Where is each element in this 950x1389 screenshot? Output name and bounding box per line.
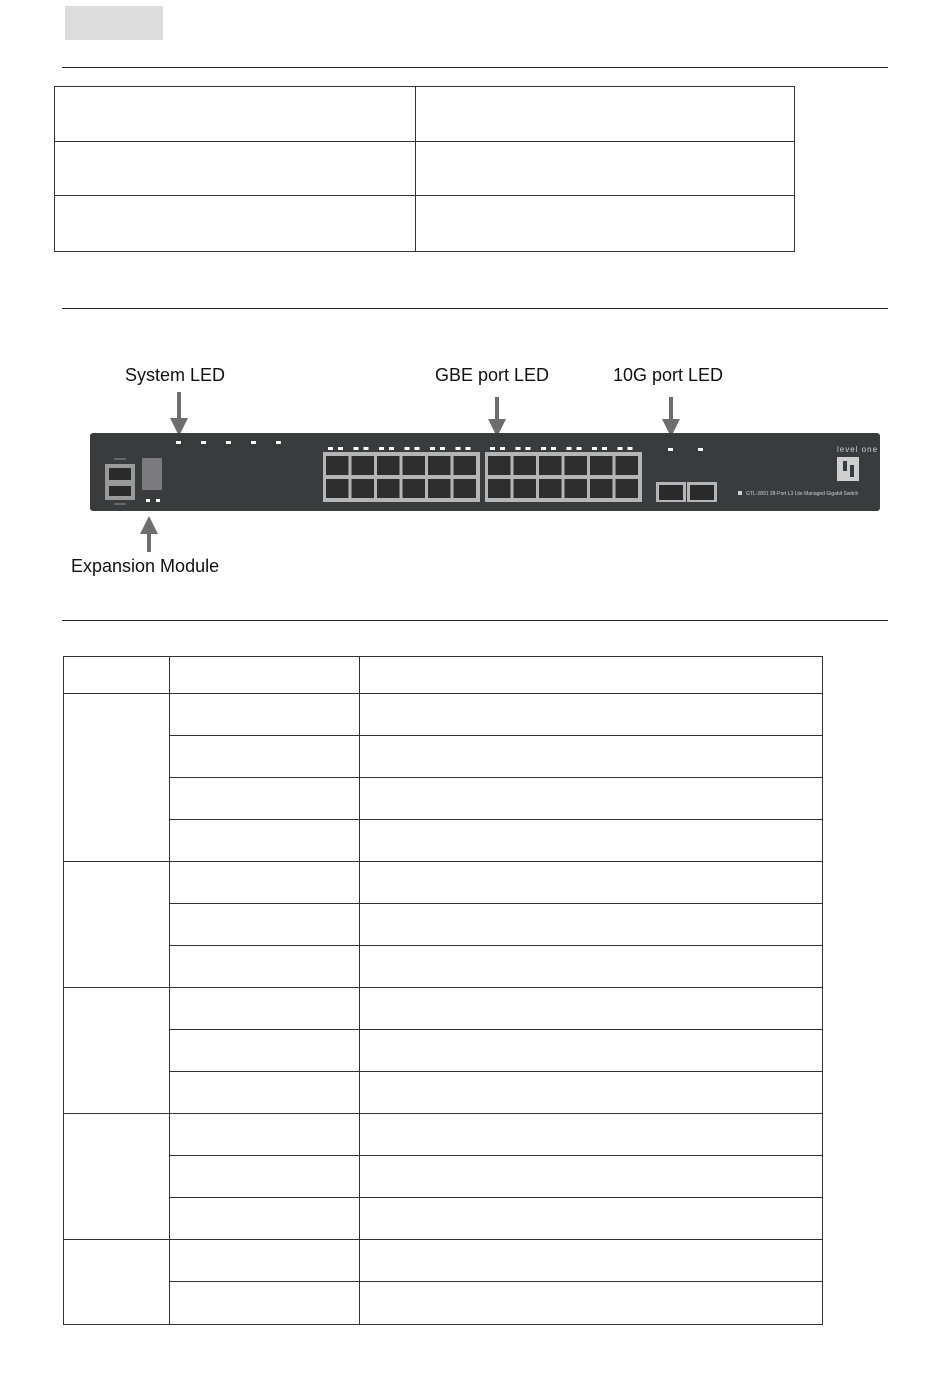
port-led (592, 447, 597, 450)
callout-arrows (0, 0, 950, 620)
rj45-port (377, 479, 400, 498)
console-usb-ports (105, 458, 135, 505)
table-row (64, 1198, 823, 1240)
port-led (490, 447, 495, 450)
model-bullet (738, 491, 742, 495)
rj45-port (616, 456, 639, 475)
status-cell (170, 736, 360, 778)
rj45-port (539, 479, 562, 498)
port-led (456, 447, 461, 450)
table-header-row (64, 657, 823, 694)
header-cell (170, 657, 360, 694)
callout-expansion-module: Expansion Module (71, 556, 220, 576)
status-cell (170, 1114, 360, 1156)
switch-front-panel (90, 433, 880, 511)
port-led (389, 447, 394, 450)
description-cell (360, 1030, 823, 1072)
rj45-port (403, 479, 426, 498)
rj45-port (590, 479, 613, 498)
port-led (602, 447, 607, 450)
table-row (64, 778, 823, 820)
rj45-port (403, 456, 426, 475)
table-row (64, 862, 823, 904)
table-row (64, 1282, 823, 1325)
table-row (64, 988, 823, 1030)
port-led (466, 447, 471, 450)
description-cell (360, 1156, 823, 1198)
arrow-down-icon (662, 397, 680, 437)
led-table (63, 656, 823, 1325)
rj45-port (377, 456, 400, 475)
port-led (440, 447, 445, 450)
rj45-port (454, 456, 477, 475)
rj45-port (616, 479, 639, 498)
table-row (64, 1240, 823, 1282)
table-row (64, 694, 823, 736)
description-cell (360, 1072, 823, 1114)
status-cell (170, 1156, 360, 1198)
status-cell (170, 862, 360, 904)
section-rule (62, 620, 888, 621)
status-cell (170, 946, 360, 988)
rj45-port (539, 456, 562, 475)
status-cell (170, 988, 360, 1030)
rj45-port (565, 479, 588, 498)
svg-text:level one: level one (837, 445, 879, 454)
port-led (354, 447, 359, 450)
port-led (516, 447, 521, 450)
description-cell (360, 862, 823, 904)
port-led (328, 447, 333, 450)
arrow-down-icon (170, 392, 188, 436)
rj45-port (488, 479, 511, 498)
description-cell (360, 988, 823, 1030)
table-row (64, 904, 823, 946)
port-led (577, 447, 582, 450)
description-cell (360, 904, 823, 946)
rj45-port (590, 456, 613, 475)
table-row (64, 820, 823, 862)
port-led (338, 447, 343, 450)
table-row (64, 1156, 823, 1198)
port-led (628, 447, 633, 450)
port-led (500, 447, 505, 450)
group-cell (64, 1240, 170, 1325)
callout-gbe-port-led: GBE port LED (435, 365, 550, 385)
rj45-port (428, 479, 451, 498)
port-led (364, 447, 369, 450)
rj45-port (352, 456, 375, 475)
header-cell (64, 657, 170, 694)
table-row (64, 736, 823, 778)
status-cell (170, 778, 360, 820)
status-cell (170, 820, 360, 862)
group-cell (64, 862, 170, 988)
port-led (430, 447, 435, 450)
port-led (567, 447, 572, 450)
port-led (405, 447, 410, 450)
rj45-port (514, 456, 537, 475)
status-cell (170, 1072, 360, 1114)
description-cell (360, 820, 823, 862)
status-cell (170, 694, 360, 736)
table-row (64, 1114, 823, 1156)
port-led (379, 447, 384, 450)
description-cell (360, 736, 823, 778)
rj45-port (428, 456, 451, 475)
rj45-port (514, 479, 537, 498)
description-cell (360, 1198, 823, 1240)
description-cell (360, 778, 823, 820)
port-led (618, 447, 623, 450)
status-cell (170, 904, 360, 946)
rj45-port (326, 456, 349, 475)
arrow-down-icon (488, 397, 506, 437)
model-label: GTL-2891 28-Port L3 Lite Managed Gigabit Switch (746, 491, 859, 497)
expansion-module-slot (142, 458, 162, 490)
port-led (541, 447, 546, 450)
description-cell (360, 1240, 823, 1282)
port-led (415, 447, 420, 450)
rj45-port (488, 456, 511, 475)
callout-system-led: System LED (125, 365, 226, 385)
rj45-port (565, 456, 588, 475)
group-cell (64, 1114, 170, 1240)
description-cell (360, 1114, 823, 1156)
table-row (64, 1072, 823, 1114)
description-cell (360, 1282, 823, 1325)
header-cell (360, 657, 823, 694)
port-led (526, 447, 531, 450)
table-row (64, 946, 823, 988)
table-row (64, 1030, 823, 1072)
status-cell (170, 1198, 360, 1240)
description-cell (360, 946, 823, 988)
arrow-up-icon (140, 516, 158, 552)
rj45-port (326, 479, 349, 498)
status-cell (170, 1030, 360, 1072)
port-led (551, 447, 556, 450)
group-cell (64, 988, 170, 1114)
group-cell (64, 694, 170, 862)
rj45-port (352, 479, 375, 498)
rj45-port (454, 479, 477, 498)
description-cell (360, 694, 823, 736)
status-cell (170, 1240, 360, 1282)
status-cell (170, 1282, 360, 1325)
callout-10g-port-led: 10G port LED (613, 365, 724, 385)
